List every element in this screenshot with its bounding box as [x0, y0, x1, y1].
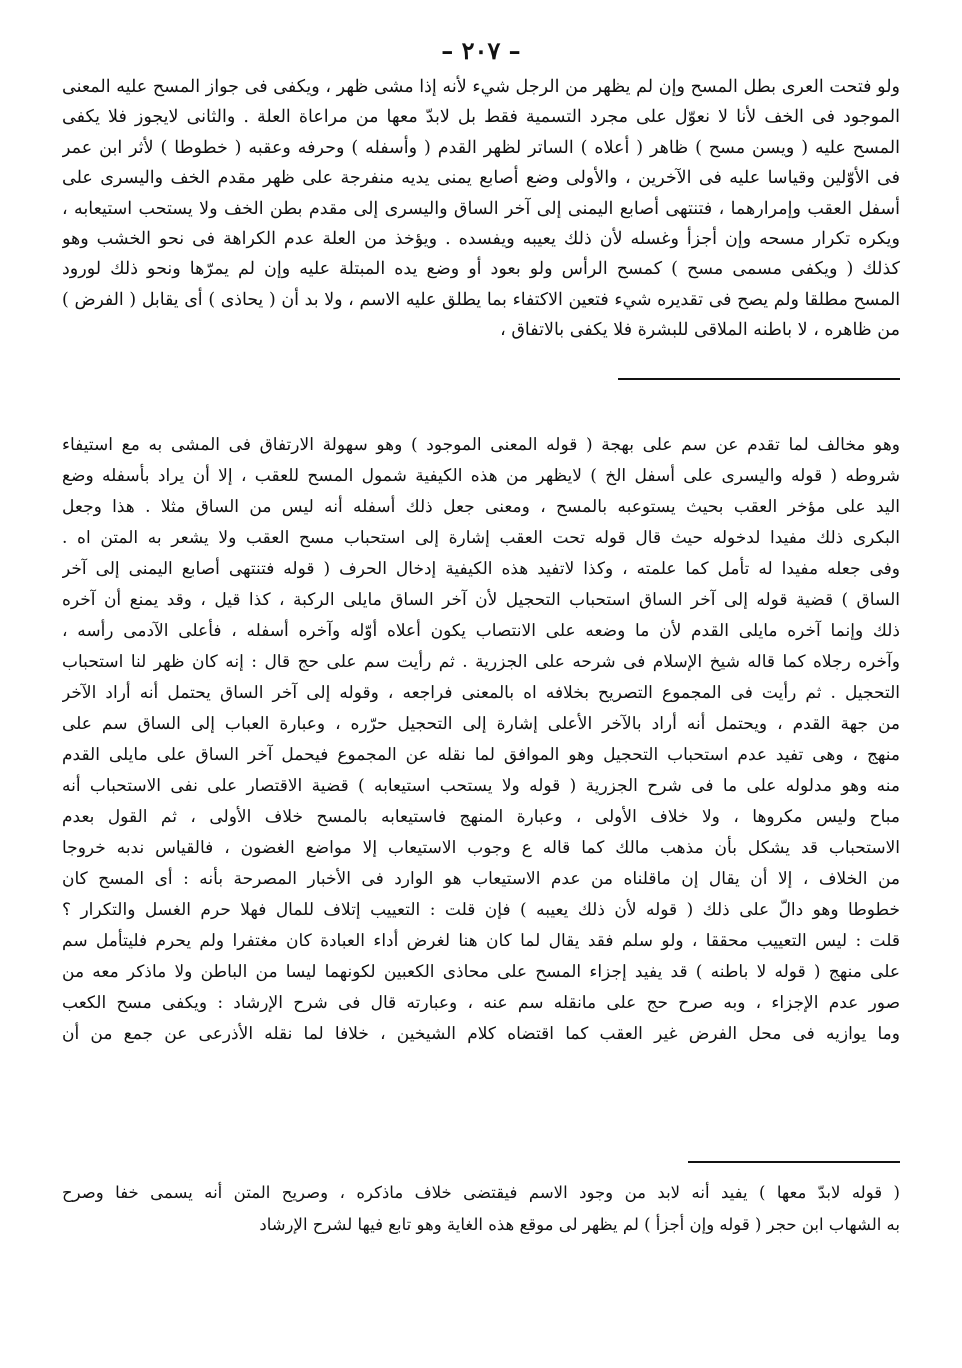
commentary-line: الاستحباب قد يشكل بأن مذهب مالك كما قاله ع وجوب الاستيعاب إلا مواضع الغضون ، فالقياس ندبه خروجا — [62, 838, 900, 858]
commentary-line: الساق ) قضية قوله إلى آخر الساق استحباب التحجيل لأن آخر الساق مايلى الركبة ، كذا قيل ، وقد يمنع أن آخره — [62, 590, 900, 610]
commentary-line: وآخره رجلاه كما قاله شيخ الإسلام فى شرحه على الجزرية . ثم رأيت سم على حج قال : إنه كان ظهر لنا استحباب — [62, 652, 900, 672]
commentary-line: وهو مخالف لما تقدم عن سم على بهجة ( قوله المعنى الموجود ) وهو سهولة الارتفاق فى المشى به مع استيفاء — [62, 435, 900, 455]
main-text-line: الموجود فى الخف لأنا لا نعوّل على مجرد التسمية فقط بل لابدّ معها من مراعاة العلة . والثانى لايجوز فلا يكفى — [62, 107, 900, 128]
commentary-line: به الشهاب ابن حجر ( قوله وإن أجزأ ) لم يظهر لى موقع هذه الغاية وهو تابع فيها لشرح الإرشاد — [259, 1215, 900, 1234]
main-text-line: كذلك ( ويكفى مسمى مسح ) كمسح الرأس ولو بعود أو وضع يده المبتلة عليه وإن لم يمرّها ونحو ذلك لورود — [62, 259, 900, 280]
commentary-line: من الخلاف ، إلا أن يقال إن ماقلناه من عدم الاستيعاب هو الوارد فى الأخبار المصرحة بأنه : أى المسح كان — [62, 869, 900, 889]
commentary-line: منه وهو مدلوله على ما فى شرح الجزرية ( قوله ولا يستحب استيعابه ) قضية الاقتصار على نفى الاستحباب أنه — [62, 776, 900, 796]
commentary-line: التحجيل . ثم رأيت فى المجموع التصريح بخلافه اه بالمعنى فراجعه ، وقوله إلى آخر الساق يحتمل أنه أراد الآخر — [62, 683, 900, 703]
main-text-line: المسح عليه ( ويسن مسح ) ظاهر ( أعلاه ) الساتر لظهر القدم ( وأسفله ) وحرفه وعقبه ( خطوطا ) لأثر ابن عمر — [62, 137, 900, 158]
main-text-line: من ظاهره ، لا باطنه الملاقى للبشرة فلا يكفى بالاتفاق ، — [500, 320, 900, 341]
commentary-line: ذلك وإنما آخره مايلى القدم لأن ما وضعه على الانتصاب يكون أعلاه أوّله وآخره أسفله ، فأعلى الآدمى رأسه ، — [62, 621, 900, 641]
main-text-line: ويكره تكرار مسحه وإن أجزأ وغسله لأن ذلك يعيبه ويفسده . ويؤخذ من العلة عدم الكراهة فى نحو الخشب وهو — [62, 228, 900, 249]
commentary-line: من جهة القدم ، ويحتمل أنه أراد بالآخر الأعلى إشارة إلى التحجيل حرّره ، وعبارة العباب إلى الساق سم على — [62, 714, 900, 734]
commentary-line: وفى جعله مفيدا له تأمل كما علمته ، وكذا لاتفيد هذه الكيفية إدخال الحرف ( قوله فتنتهى أصابع اليمنى إلى آخر — [62, 559, 900, 579]
commentary-line: ( قوله لابدّ معها ) يفيد أنه لابد من وجود الاسم فيقتضى خلاف ماذكره ، وصريح المتن أنه يسمى خفا وصرح — [62, 1183, 900, 1202]
page-number: – ٢٠٧ – — [441, 36, 521, 65]
commentary-line: مباح وليس مكروها ، ولا خلاف الأولى ، وعبارة المنهج فاستيعابه بالمسح خلاف الأولى ، ثم القول بعدم — [62, 807, 900, 827]
commentary-section — [62, 1177, 900, 1241]
commentary-line: البكرى ذلك مفيدا لدخوله حيث قال قوله تحت العقب إشارة إلى استحباب مسح العقب ولا يشعر به المتن اه . — [62, 528, 900, 548]
commentary-line: على منهج ( قوله لا باطنه ) قد يفيد إجزاء المسح على محاذى الكعبين لكونهما ليسا من الباطن ولا ماذكر معه من — [62, 962, 900, 982]
separator-line — [618, 378, 900, 380]
main-text-line: فى الأوّلين وقياسا عليه فى الآخرين ، والأولى وضع أصابع يمنى يديه منفرجة على ظهر مقدم الخف واليسرى على — [62, 168, 900, 189]
main-text-line: المسح مطلقا ولم يصح فى تقديره شيء فتعين الاكتفاء بما يطلق عليه الاسم ، ولا بد أن ( يحاذى ) أى يقابل ( الفرض ) — [62, 289, 900, 310]
commentary-line: صور عدم الإجزاء ، وبه صرح حج على مانقله سم عنه ، وعبارته قال فى شرح الإرشاد : ويكفى مسح الكعب — [62, 993, 900, 1013]
commentary-line: شروطه ( قوله واليسرى على أسفل الخ ) لايظهر من هذه الكيفية شمول المسح للعقب ، إلا أن يراد بأسفله وضع — [62, 466, 900, 486]
commentary-line: خطوطا وهو دالّ على ذلك ( قوله لأن ذلك يعيبه ) فإن قلت : التعييب إتلاف للمال فهلا حرم الغسل والتكرار ؟ — [62, 900, 900, 920]
commentary-line: وما يوازيه فى محل الفرض غير العقب كما اقتضاه كلام الشيخين ، خلافا لما نقله الأذرعى عن جمع من أن — [62, 1024, 900, 1044]
commentary-line: اليد على مؤخر العقب بحيث يستوعبه بالمسح ، ومعنى جعل ذلك أسفله أنه ليس من الساق مثلا . هذا وجعل — [62, 497, 900, 517]
commentary-line: قلت : ليس التعييب محققا ، ولو سلم فقد يقال لما كان هنا لغرض أداء العبادة كان مغتفرا ولم يحرم فليتأمل سم — [62, 931, 900, 951]
separator-line — [688, 1161, 900, 1163]
main-text-line: ولو فتحت العرى بطل المسح وإن لم يظهر من الرجل شيء لأنه إذا مشى ظهر ، ويكفى فى جواز المسح عليه المعنى — [62, 77, 900, 97]
commentary-section — [62, 430, 900, 1050]
main-text-line: أسفل العقب وإمرارهما ، فتنتهى أصابع اليمنى إلى آخر الساق واليسرى إلى مقدم بطن الخف ولا يستحب استيعابه ، — [62, 198, 900, 219]
commentary-line: منهج ، وهى تفيد عدم استحباب التحجيل وهو الموافق لما نقله عن المجموع فيحمل آخر الساق على مايلى القدم — [62, 745, 900, 765]
main-text — [62, 72, 900, 346]
